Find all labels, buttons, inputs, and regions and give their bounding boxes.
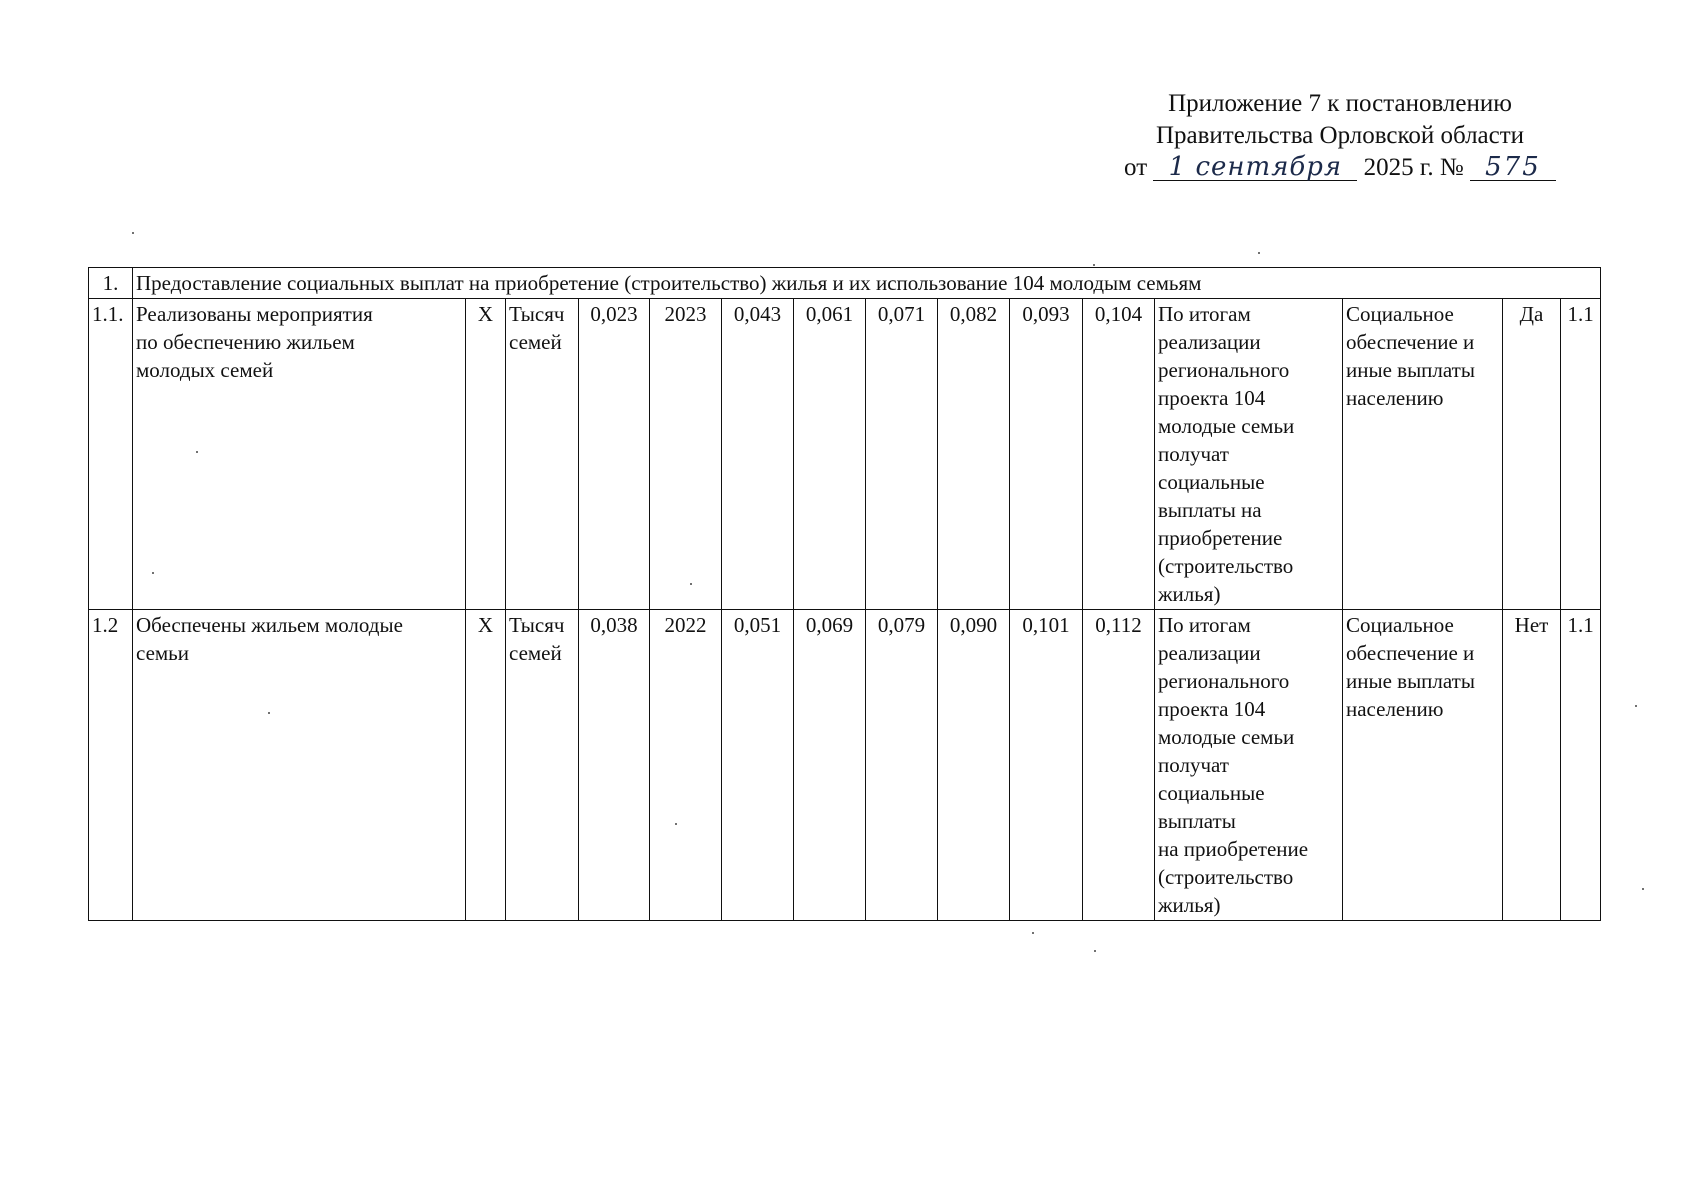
resolution-date-line — [1100, 152, 1580, 184]
scan-speck — [1642, 888, 1644, 890]
section-title: Предоставление социальных выплат на приобретение (строительство) жилья и их использование 104 молодым семьям — [133, 268, 1601, 299]
appendix-title: Приложение 7 к постановлению — [1168, 90, 1512, 117]
period-value-6: 0,104 — [1083, 299, 1155, 610]
flag-value: Да — [1503, 299, 1561, 610]
scan-speck — [1032, 932, 1034, 934]
period-value-3: 0,071 — [866, 299, 938, 610]
row-number: 1.2 — [89, 610, 133, 921]
period-value-1: 0,051 — [722, 610, 794, 921]
scan-speck — [132, 232, 134, 234]
year-and-number-label: 2025 г. № — [1363, 154, 1464, 181]
table-row — [89, 299, 1601, 610]
row-number: 1.1. — [89, 299, 133, 610]
period-value-4: 0,082 — [938, 299, 1010, 610]
section-row — [89, 268, 1601, 299]
scan-speck — [196, 451, 198, 453]
government-name: Правительства Орловской области — [1155, 122, 1525, 149]
scan-speck — [268, 712, 270, 714]
flag-value: Нет — [1503, 610, 1561, 921]
base-year: 2022 — [650, 610, 722, 921]
unit-of-measure: Тысяч семей — [506, 610, 579, 921]
scan-speck — [1094, 950, 1096, 952]
scan-speck — [1258, 252, 1260, 254]
unit-of-measure: Тысяч семей — [506, 299, 579, 610]
table-row — [89, 610, 1601, 921]
scan-speck — [1635, 705, 1637, 707]
period-value-5: 0,093 — [1010, 299, 1083, 610]
period-value-2: 0,069 — [794, 610, 866, 921]
scan-speck — [152, 572, 154, 574]
scan-speck — [690, 583, 692, 585]
base-year: 2023 — [650, 299, 722, 610]
base-value: 0,023 — [579, 299, 650, 610]
period-value-3: 0,079 — [866, 610, 938, 921]
period-value-2: 0,061 — [794, 299, 866, 610]
period-value-4: 0,090 — [938, 610, 1010, 921]
period-value-1: 0,043 — [722, 299, 794, 610]
indicator-name: Реализованы мероприятия по обеспечению жильем молодых семей — [133, 299, 466, 610]
date-prefix: от — [1124, 154, 1148, 181]
indicator-mark: Х — [466, 299, 506, 610]
handwritten-resolution-number: 575 — [1470, 154, 1556, 181]
section-number: 1. — [89, 268, 133, 299]
expected-result: По итогам реализации регионального проекта 104 молодые семьи получат социальные выплаты на приобретение (строительство жилья) — [1155, 299, 1343, 610]
reference-number: 1.1 — [1561, 610, 1601, 921]
base-value: 0,038 — [579, 610, 650, 921]
scan-speck — [675, 823, 677, 825]
expense-sector: Социальное обеспечение и иные выплаты населению — [1343, 610, 1503, 921]
handwritten-date: 1 сентября — [1153, 154, 1357, 181]
document-header — [1100, 88, 1580, 184]
expense-sector: Социальное обеспечение и иные выплаты населению — [1343, 299, 1503, 610]
period-value-6: 0,112 — [1083, 610, 1155, 921]
expected-result: По итогам реализации регионального проекта 104 молодые семьи получат социальные выплаты на приобретение (строительство жилья) — [1155, 610, 1343, 921]
indicator-mark: Х — [466, 610, 506, 921]
reference-number: 1.1 — [1561, 299, 1601, 610]
scan-speck — [1093, 264, 1095, 266]
indicator-name: Обеспечены жильем молодые семьи — [133, 610, 466, 921]
period-value-5: 0,101 — [1010, 610, 1083, 921]
indicators-table — [88, 267, 1601, 921]
